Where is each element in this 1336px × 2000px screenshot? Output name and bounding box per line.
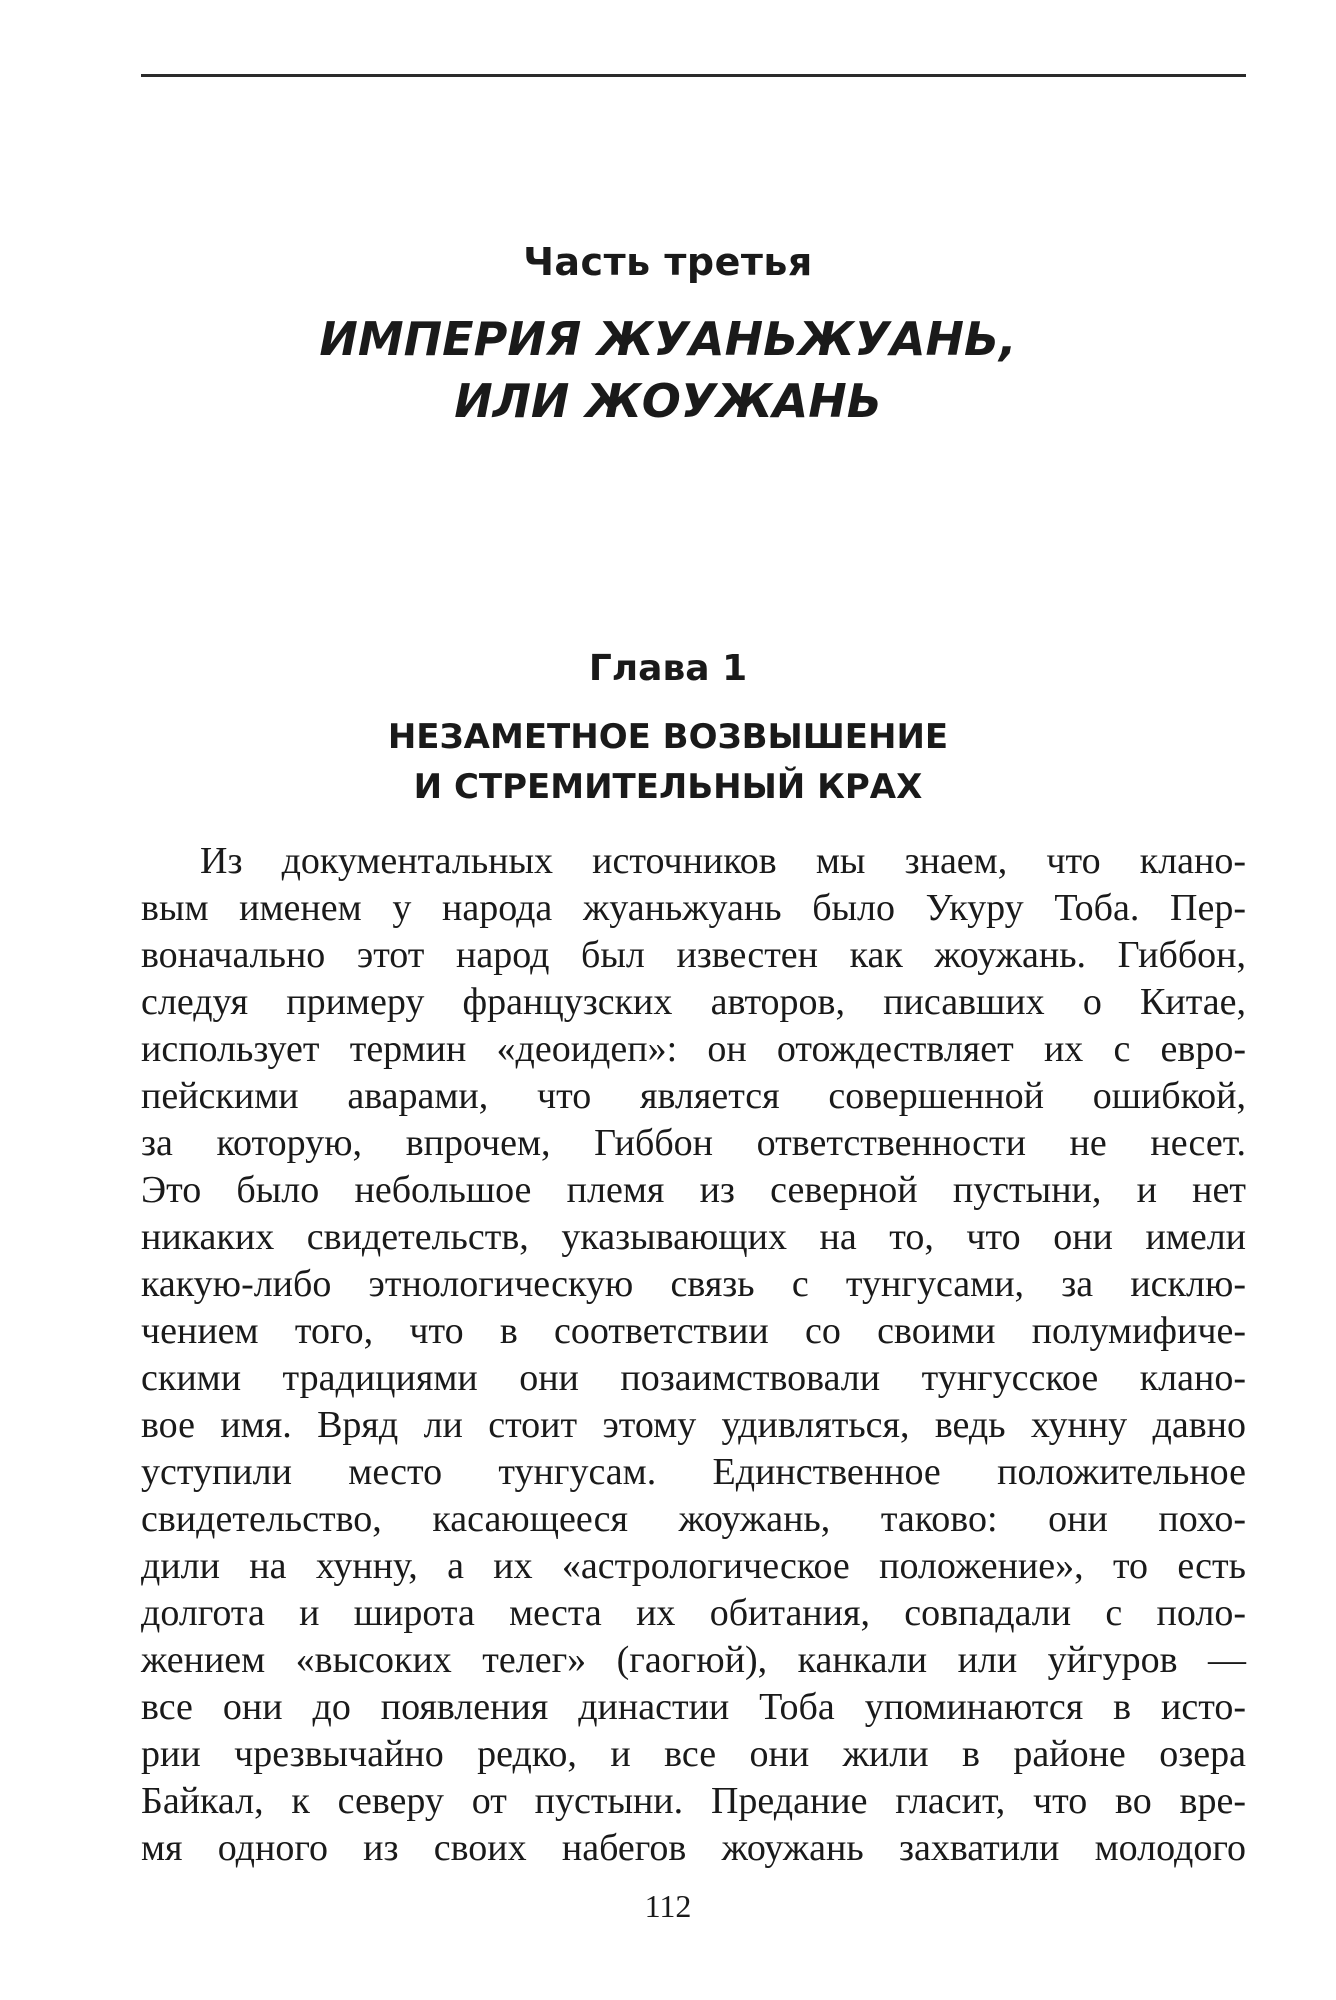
- body-line: все они до появления династии Тоба упоминаются в исто-: [141, 1686, 1246, 1728]
- chapter-label: Глава 1: [588, 648, 748, 689]
- body-line: никаких свидетельств, указывающих на то, что они имели: [141, 1216, 1246, 1258]
- body-line: следуя примеру французских авторов, писавших о Китае,: [141, 981, 1246, 1023]
- body-line: дили на хунну, а их «астрологическое положение», то есть: [141, 1545, 1246, 1587]
- part-title: [0, 308, 1336, 432]
- body-line: свидетельство, касающееся жоужань, таково: они похо-: [141, 1498, 1246, 1540]
- body-line: за которую, впрочем, Гиббон ответственности не несет.: [141, 1122, 1246, 1164]
- part-label: Часть третья: [523, 240, 813, 284]
- chapter-title-line: И СТРЕМИТЕЛЬНЫЙ КРАХ: [413, 767, 923, 807]
- body-line: вое имя. Вряд ли стоит этому удивляться, ведь хунну давно: [141, 1404, 1246, 1446]
- body-line: вым именем у народа жуаньжуань было Укуру Тоба. Пер-: [141, 887, 1246, 929]
- body-line: Из документальных источников мы знаем, что клано-: [200, 840, 1246, 882]
- body-line: скими традициями они позаимствовали тунгусское клано-: [141, 1357, 1246, 1399]
- body-line: жением «высоких телег» (гаогюй), канкали или уйгуров —: [141, 1639, 1246, 1681]
- header-rule: [141, 74, 1246, 77]
- body-line: воначально этот народ был известен как жоужань. Гиббон,: [141, 934, 1246, 976]
- page-number: 112: [644, 1888, 692, 1924]
- body-line: Это было небольшое племя из северной пустыни, и нет: [141, 1169, 1246, 1211]
- body-line: пейскими аварами, что является совершенной ошибкой,: [141, 1075, 1246, 1117]
- chapter-title: [0, 712, 1336, 812]
- body-line: какую-либо этнологическую связь с тунгусами, за исклю-: [141, 1263, 1246, 1305]
- body-line: рии чрезвычайно редко, и все они жили в районе озера: [141, 1733, 1246, 1775]
- body-line: мя одного из своих набегов жоужань захватили молодого: [141, 1827, 1246, 1869]
- body-line: чением того, что в соответствии со своими полумифиче-: [141, 1310, 1246, 1352]
- chapter-title-line: НЕЗАМЕТНОЕ ВОЗВЫШЕНИЕ: [387, 717, 949, 757]
- body-line: использует термин «деоидеп»: он отождествляет их с евро-: [141, 1028, 1246, 1070]
- body-line: долгота и широта места их обитания, совпадали с поло-: [141, 1592, 1246, 1634]
- body-paragraph: [141, 838, 1246, 1872]
- part-title-line: ИЛИ ЖОУЖАНЬ: [454, 374, 882, 428]
- body-line: Байкал, к северу от пустыни. Предание гласит, что во вре-: [141, 1780, 1246, 1822]
- body-line: уступили место тунгусам. Единственное положительное: [141, 1451, 1246, 1493]
- part-title-line: ИМПЕРИЯ ЖУАНЬЖУАНЬ,: [319, 312, 1017, 366]
